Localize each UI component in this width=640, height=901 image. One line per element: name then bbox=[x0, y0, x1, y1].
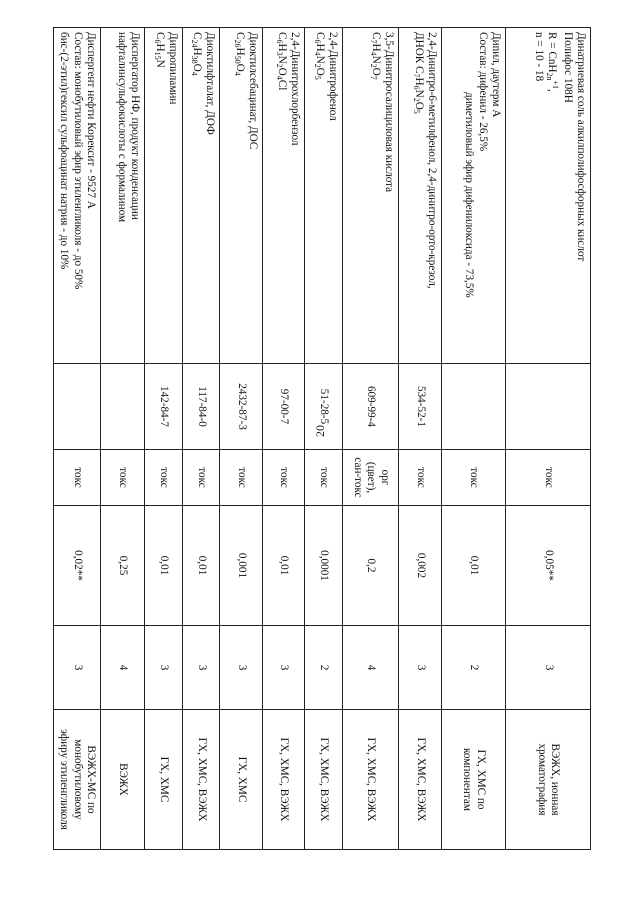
analysis-method: ВЭЖХ, ионная хроматография bbox=[506, 710, 591, 850]
hazard-class: токс bbox=[220, 450, 263, 506]
analysis-method: ГХ, ХМС, ВЭЖХ bbox=[263, 710, 305, 850]
substance-name: 2,4-Динитро-6-метилфенол, 2,4-динитро-орто-крезол, ДНОК $C_7H_6N_2O_5$ bbox=[399, 28, 442, 364]
table-row bbox=[343, 28, 399, 850]
analysis-method: ГХ, ХМС, ВЭЖХ bbox=[183, 710, 220, 850]
limit-value: 0,01 bbox=[183, 506, 220, 626]
analysis-method: ВЭЖХ bbox=[101, 710, 145, 850]
hazard-level: 3 bbox=[145, 626, 183, 710]
table-row bbox=[101, 28, 145, 850]
cas-number bbox=[54, 364, 101, 450]
hazard-level: 4 bbox=[101, 626, 145, 710]
cas-number: 2432-87-3 bbox=[220, 364, 263, 450]
hazard-class: токс bbox=[263, 450, 305, 506]
cas-number: 97-00-7 bbox=[263, 364, 305, 450]
table-row bbox=[506, 28, 591, 850]
hazard-class: токс bbox=[506, 450, 591, 506]
table-row bbox=[145, 28, 183, 850]
cas-number bbox=[506, 364, 591, 450]
limit-value: 0,25 bbox=[101, 506, 145, 626]
limit-value: 0,001 bbox=[220, 506, 263, 626]
cas-number: 609-99-4 bbox=[343, 364, 399, 450]
substance-name: Диnил, даутерм А Состав: дифенил - 26,5% диметиловый эфир дифенилоксида - 73,5% bbox=[442, 28, 506, 364]
hazard-class: токс bbox=[54, 450, 101, 506]
analysis-method: ВЭЖХ-МС по монобутиловому эфиру этиленгликоля bbox=[54, 710, 101, 850]
limit-value: 0,05** bbox=[506, 506, 591, 626]
limit-value: 0,002 bbox=[399, 506, 442, 626]
analysis-method: ГХ, ХМС, ВЭЖХ bbox=[305, 710, 343, 850]
hazard-class: токс bbox=[305, 450, 343, 506]
cas-number: 534-52-1 bbox=[399, 364, 442, 450]
substance-name: Дипропиламин $C_6H_{15}N$ bbox=[145, 28, 183, 364]
limit-value: 0,02** bbox=[54, 506, 101, 626]
table-row bbox=[305, 28, 343, 850]
analysis-method: ГХ, ХМС bbox=[145, 710, 183, 850]
substance-name: Динатриевая соль алкилполифосфорных кислот Полифос 108Н R = CnH$_{2n}^{+1}$, n = 10 - 18 bbox=[506, 28, 591, 364]
hazard-level: 3 bbox=[399, 626, 442, 710]
hazard-class: токс bbox=[145, 450, 183, 506]
table-row bbox=[263, 28, 305, 850]
hazard-level: 3 bbox=[183, 626, 220, 710]
substance-name: Диоктилсебацинат, ДОС $C_{26}H_{50}O_4$ bbox=[220, 28, 263, 364]
cas-number: 51-28-5 bbox=[305, 364, 343, 450]
page-number: 20 bbox=[313, 425, 327, 437]
analysis-method: ГХ, ХМС, ВЭЖХ bbox=[343, 710, 399, 850]
substance-name: Диоктилфталат, ДОФ $C_{24}H_{38}O_4$ bbox=[183, 28, 220, 364]
substance-name: 2,4-Динитрохлорбензол $C_6H_3N_2O_4Cl$ bbox=[263, 28, 305, 364]
substance-table bbox=[53, 27, 591, 850]
hazard-level: 4 bbox=[343, 626, 399, 710]
rotated-table-container bbox=[58, 27, 591, 849]
analysis-method: ГХ, ХМС, ВЭЖХ bbox=[399, 710, 442, 850]
table-row bbox=[399, 28, 442, 850]
substance-name: Диспергатор НФ, продукт конденсации нафталинсульфокислоты с формалином bbox=[101, 28, 145, 364]
table-row bbox=[442, 28, 506, 850]
analysis-method: ГХ, ХМС bbox=[220, 710, 263, 850]
limit-value: 0,01 bbox=[442, 506, 506, 626]
hazard-level: 3 bbox=[506, 626, 591, 710]
limit-value: 0,01 bbox=[263, 506, 305, 626]
hazard-level: 3 bbox=[54, 626, 101, 710]
analysis-method: ГХ, ХМС по компонентам bbox=[442, 710, 506, 850]
hazard-class: орг (цвет), сан-токс bbox=[343, 450, 399, 506]
limit-value: 0,2 bbox=[343, 506, 399, 626]
substance-name: 3,5-Динитросалициловая кислота $C_7H_4N_2O_7$ bbox=[343, 28, 399, 364]
table-row bbox=[220, 28, 263, 850]
cas-number: 117-84-0 bbox=[183, 364, 220, 450]
cas-number bbox=[101, 364, 145, 450]
hazard-class: токс bbox=[183, 450, 220, 506]
hazard-level: 2 bbox=[442, 626, 506, 710]
cas-number bbox=[442, 364, 506, 450]
substance-name: 2,4-Динитрофенол $C_6H_4N_2O_5$ bbox=[305, 28, 343, 364]
limit-value: 0,0001 bbox=[305, 506, 343, 626]
hazard-class: токс bbox=[442, 450, 506, 506]
hazard-class: токс bbox=[399, 450, 442, 506]
table-row bbox=[54, 28, 101, 850]
table-row bbox=[183, 28, 220, 850]
hazard-level: 2 bbox=[305, 626, 343, 710]
substance-name: Диспергент нефти Корексит - 9527 А Состав: монобутиловый эфир этиленгликоля - до 50% бис-(2-этил)гексил сульфоацинат натрия - до 10% bbox=[54, 28, 101, 364]
hazard-level: 3 bbox=[263, 626, 305, 710]
hazard-class: токс bbox=[101, 450, 145, 506]
limit-value: 0,01 bbox=[145, 506, 183, 626]
hazard-level: 3 bbox=[220, 626, 263, 710]
cas-number: 142-84-7 bbox=[145, 364, 183, 450]
